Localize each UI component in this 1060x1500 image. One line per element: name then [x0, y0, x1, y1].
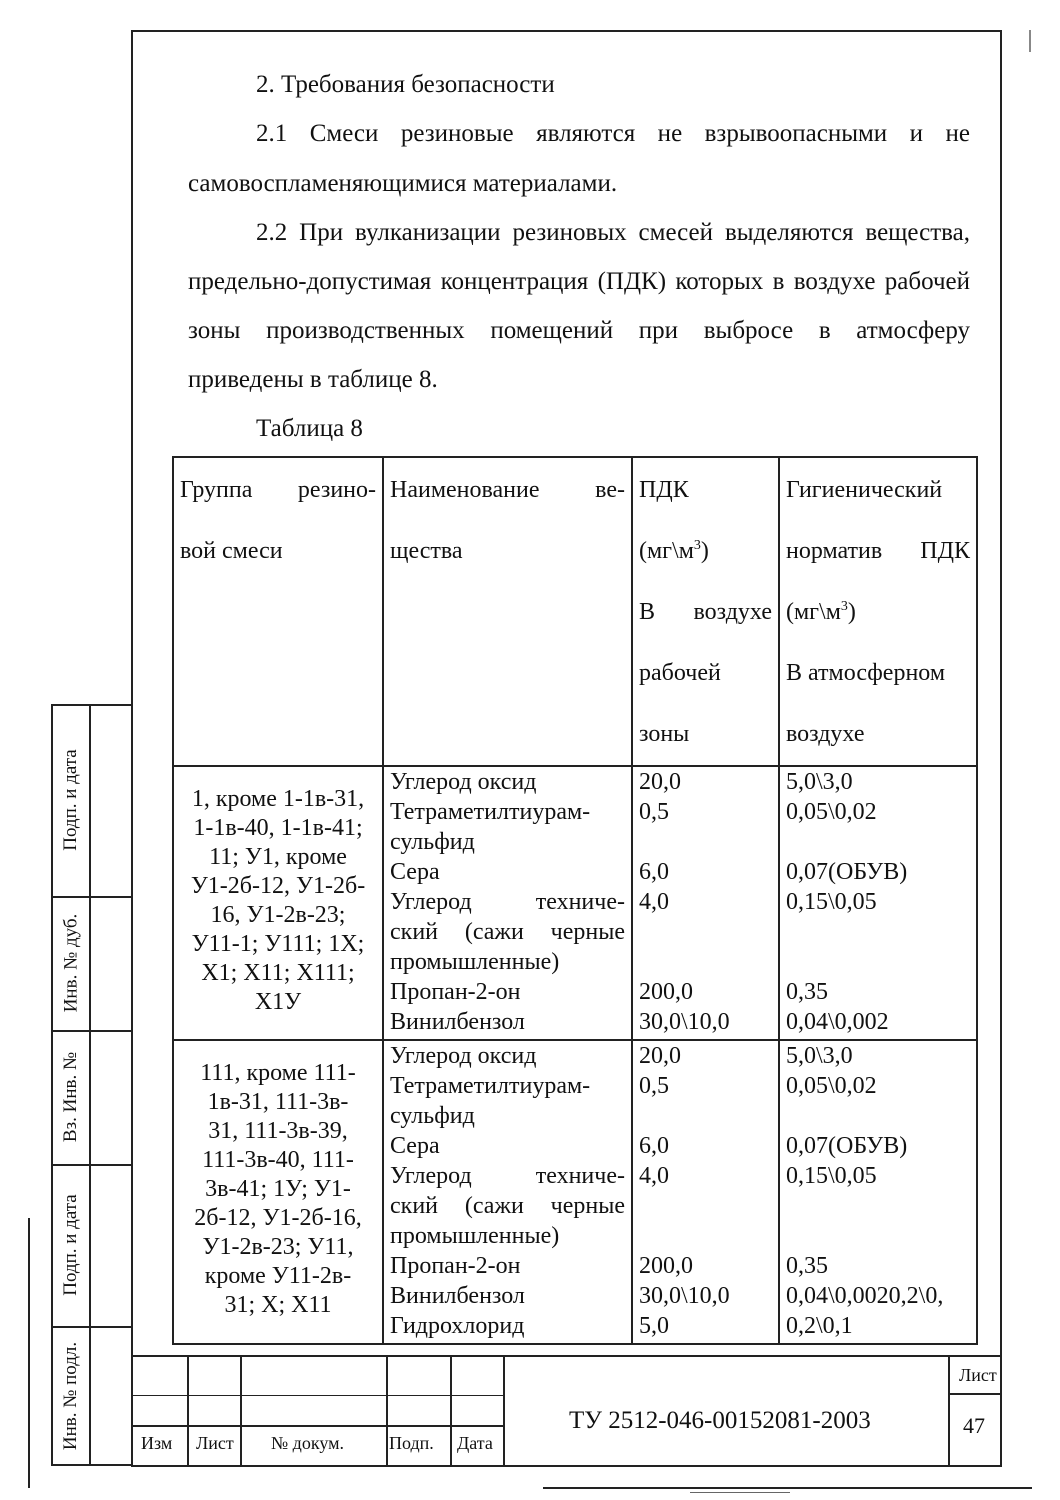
- paragraph-2-1-line-1: 2.1 Смеси резиновые являются не взрывоопасными и не: [256, 120, 970, 147]
- group-line: 2б-12, У1-2б-16,: [194, 1205, 362, 1231]
- substance-line: сульфид: [390, 829, 475, 855]
- header-hyg-line-5: воздухе: [786, 721, 865, 747]
- group-cell: [173, 1040, 383, 1344]
- substance-line: ский (сажи черные: [390, 919, 625, 945]
- table-row: [173, 766, 977, 1040]
- substance-line: Гидрохлорид: [390, 1313, 525, 1339]
- group-line: 16, У1-2в-23;: [210, 902, 346, 928]
- pdk-work-value: 0,5: [639, 1073, 669, 1099]
- pdk-atm-value: 0,04\0,002: [786, 1009, 889, 1035]
- group-line: 11; У1, кроме: [209, 844, 347, 870]
- group-line: кроме У11-2в-: [204, 1263, 352, 1289]
- paragraph-2-2-line-2: предельно-допустимая концентрация (ПДК) которых в воздухе рабочей: [188, 268, 970, 295]
- header-pdk-unit: $(мг\backslash м^3)$: [639, 538, 709, 564]
- header-pdk-line-1: ПДК: [639, 477, 689, 503]
- header-substance: [383, 457, 632, 766]
- header-group: [173, 457, 383, 766]
- title-block-rule: [386, 1355, 388, 1465]
- substance-line: Сера: [390, 859, 440, 885]
- pdk-atm-value: 0,15\0,05: [786, 889, 877, 915]
- group-line: Х1У: [254, 989, 302, 1015]
- paragraph-2-2-line-3: зоны производственных помещений при выбросе в атмосферу: [188, 317, 970, 344]
- doc-number-label: № докум.: [271, 1433, 344, 1453]
- pdk-work-value: 200,0: [639, 979, 693, 1005]
- pdk-atm-value: 0,05\0,02: [786, 1073, 877, 1099]
- pdk-work-value: 20,0: [639, 769, 681, 795]
- substance-line: Тетраметилтиурам-: [390, 1073, 591, 1099]
- left-stamp-label: Инв. № подл.: [60, 1341, 82, 1451]
- header-hygienic: [779, 457, 977, 766]
- edge-mark: [1029, 30, 1031, 52]
- pdk-atm-value: 0,05\0,02: [786, 799, 877, 825]
- bottom-rule-2: [690, 1492, 790, 1493]
- substance-line: Сера: [390, 1133, 440, 1159]
- pdk-work-value: 6,0: [639, 859, 669, 885]
- paragraph-2-1-line-2: самовоспламеняющимися материалами.: [188, 170, 618, 197]
- table-header-row: [173, 457, 977, 766]
- pdk-atm-value: 5,0\3,0: [786, 769, 853, 795]
- title-block-rule: [133, 1355, 1002, 1357]
- signature-label: Подп.: [389, 1433, 434, 1453]
- pdk-atm-value: [786, 947, 970, 977]
- header-substance-line-1: Наименование ве-: [390, 477, 625, 503]
- header-pdk-line-3: В воздухе: [639, 599, 772, 625]
- group-line: 111-3в-40, 111-: [202, 1147, 354, 1173]
- pdk-atm-cell: [779, 1040, 977, 1344]
- substance-cell: [383, 766, 632, 1040]
- pdk-work-value: [639, 1221, 772, 1251]
- header-hyg-unit: $(мг\backslash м^3)$: [786, 599, 856, 625]
- group-line: 31; Х; Х11: [224, 1292, 332, 1318]
- pdk-atm-value: [786, 827, 970, 857]
- header-substance-line-2: щества: [390, 538, 463, 564]
- left-stamp-label: Подп. и дата: [60, 1194, 82, 1296]
- bottom-rule: [543, 1487, 1032, 1489]
- pdk-atm-value: [786, 1221, 970, 1251]
- pdk-atm-value: 0,35: [786, 979, 828, 1005]
- pdk-atm-value: 0,07(ОБУВ): [786, 859, 908, 885]
- group-line: 3в-41; 1У; У1-: [205, 1176, 351, 1202]
- header-pdk-line-5: зоны: [639, 721, 690, 747]
- header-group-line-1: Группа резино-: [180, 477, 376, 503]
- pdk-work-value: 0,5: [639, 799, 669, 825]
- pdk-work-value: [639, 1191, 772, 1221]
- pdk-work-value: [639, 947, 772, 977]
- pdk-atm-cell: [779, 766, 977, 1040]
- left-stamp-fields-column: [91, 704, 133, 1466]
- pdk-work-value: 5,0: [639, 1313, 669, 1339]
- group-line: 111, кроме 111-: [200, 1060, 356, 1086]
- pdk-work-value: 30,0\10,0: [639, 1009, 730, 1035]
- substance-line: промышленные): [390, 949, 560, 975]
- substance-line: Углерод техниче-: [390, 889, 625, 915]
- table-caption: Таблица 8: [256, 415, 363, 442]
- pdk-atm-value: 0,07(ОБУВ): [786, 1133, 908, 1159]
- pdk-work-value: [639, 1101, 772, 1131]
- title-block-rule: [948, 1393, 1002, 1395]
- list-label: Лист: [196, 1433, 234, 1453]
- pdk-work-value: 4,0: [639, 889, 669, 915]
- group-line: Х1; Х11; Х111;: [201, 960, 355, 986]
- paragraph-2-2-line-1: 2.2 При вулканизации резиновых смесей выделяются вещества,: [256, 219, 970, 246]
- paragraph-2-2-line-4: приведены в таблице 8.: [188, 366, 438, 393]
- header-group-line-2: вой смеси: [180, 538, 283, 564]
- substance-cell: [383, 1040, 632, 1344]
- substance-line: Пропан-2-он: [390, 1253, 521, 1279]
- pdk-atm-value: 0,2\0,1: [786, 1313, 853, 1339]
- pdk-work-cell: [632, 766, 779, 1040]
- substance-line: Винилбензол: [390, 1009, 525, 1035]
- pdk-work-value: 30,0\10,0: [639, 1283, 730, 1309]
- header-hyg-line-2: норматив ПДК: [786, 538, 970, 564]
- group-line: 1-1в-40, 1-1в-41;: [193, 815, 363, 841]
- pdk-atm-value: 0,35: [786, 1253, 828, 1279]
- pdk-atm-value: [786, 1191, 970, 1221]
- sheet-number: 47: [963, 1413, 985, 1438]
- pdk-work-value: 20,0: [639, 1043, 681, 1069]
- substance-line: Углерод оксид: [390, 769, 537, 795]
- section-title: 2. Требования безопасности: [256, 71, 555, 98]
- substance-line: промышленные): [390, 1223, 560, 1249]
- substance-line: Тетраметилтиурам-: [390, 799, 591, 825]
- header-pdk-work: [632, 457, 779, 766]
- group-line: У11-1; У111; 1Х;: [191, 931, 365, 957]
- pdk-work-value: [639, 917, 772, 947]
- pdk-atm-value: [786, 917, 970, 947]
- pdk-work-value: 200,0: [639, 1253, 693, 1279]
- substance-line: Углерод техниче-: [390, 1163, 625, 1189]
- group-cell: [173, 766, 383, 1040]
- group-line: 31, 111-3в-39,: [208, 1118, 348, 1144]
- pdk-work-value: [639, 827, 772, 857]
- pdk-atm-value: 5,0\3,0: [786, 1043, 853, 1069]
- group-line: 1, кроме 1-1в-31,: [191, 786, 365, 812]
- document-designation: ТУ 2512-046-00152081-2003: [569, 1407, 871, 1434]
- title-block: [133, 1355, 1002, 1465]
- header-pdk-line-4: рабочей: [639, 660, 721, 686]
- sheet-label: Лист: [959, 1365, 997, 1385]
- left-stamp-label: Вз. Инв. №: [60, 1051, 82, 1143]
- left-stamp-label: Подп. и дата: [60, 749, 82, 851]
- title-block-rule: [187, 1355, 189, 1465]
- group-line: 1в-31, 111-3в-: [207, 1089, 349, 1115]
- title-block-rule: [948, 1355, 950, 1465]
- substance-line: Углерод оксид: [390, 1043, 537, 1069]
- binding-line: [28, 1218, 30, 1488]
- left-stamp: [51, 704, 133, 1466]
- title-block-rule: [240, 1355, 242, 1465]
- pdk-atm-value: [786, 1101, 970, 1131]
- group-line: У1-2в-23; У11,: [202, 1234, 354, 1260]
- substance-line: сульфид: [390, 1103, 475, 1129]
- header-hyg-line-4: В атмосферном: [786, 660, 946, 686]
- table-8: [172, 456, 978, 1345]
- pdk-work-value: 6,0: [639, 1133, 669, 1159]
- substance-line: ский (сажи черные: [390, 1193, 625, 1219]
- substance-line: Пропан-2-он: [390, 979, 521, 1005]
- left-stamp-label: Инв. № дуб.: [60, 913, 82, 1013]
- date-label: Дата: [457, 1433, 493, 1453]
- substance-line: Винилбензол: [390, 1283, 525, 1309]
- group-line: У1-2б-12, У1-2б-: [190, 873, 366, 899]
- title-block-rule: [503, 1355, 505, 1465]
- table-row: [173, 1040, 977, 1344]
- pdk-work-value: 4,0: [639, 1163, 669, 1189]
- pdk-work-cell: [632, 1040, 779, 1344]
- pdk-atm-value: 0,04\0,0020,2\0,: [786, 1283, 944, 1309]
- pdk-atm-value: 0,15\0,05: [786, 1163, 877, 1189]
- title-block-rule: [450, 1355, 452, 1465]
- header-hyg-line-1: Гигиенический: [786, 477, 943, 503]
- izm-label: Изм: [141, 1433, 173, 1453]
